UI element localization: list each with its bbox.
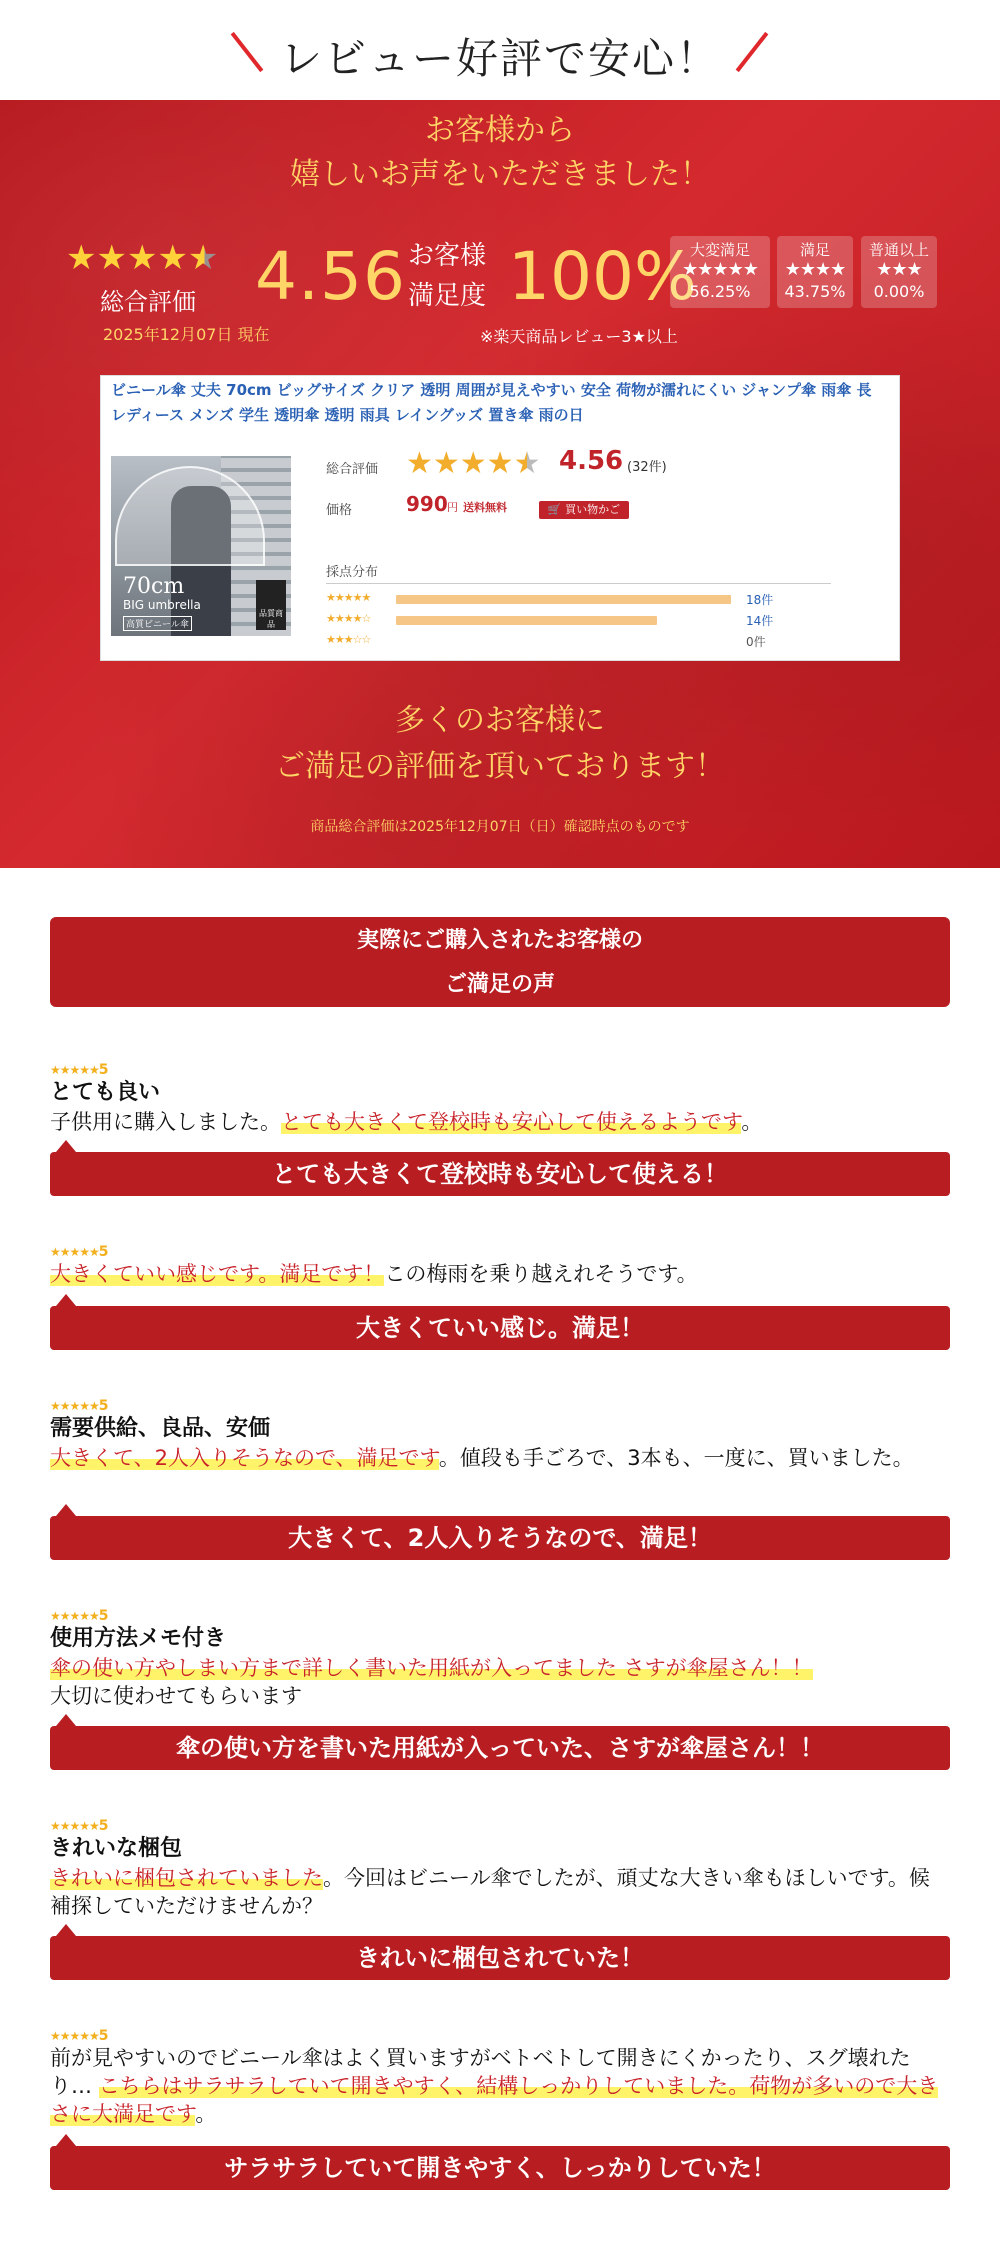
cart-button-label: 買い物かご [565, 503, 621, 516]
review-body [50, 1654, 950, 1710]
badge-label: 満足 [799, 241, 830, 259]
review-highlight: とても大きくて登校時も安心して使えるようです [281, 1110, 742, 1134]
band-headline-1: お客様から [425, 113, 575, 148]
rating-footnote: 商品総合評価は2025年12月07日（日）確認時点のものです [310, 819, 690, 835]
badge-value: 56.25% [689, 282, 751, 301]
review-highlight: きれいに梱包されていました [50, 1866, 323, 1890]
review-stars [50, 1244, 950, 1260]
review-star-icons: ★★★★★ [50, 2029, 99, 2043]
distribution-count: 0件 [746, 635, 766, 649]
review-item [50, 1244, 950, 1342]
cart-icon: 🛒 [547, 503, 562, 516]
badge-value: 43.75% [784, 282, 846, 301]
distribution-row[interactable] [326, 591, 846, 611]
product-title-line-1[interactable]: ビニール傘 丈夫 70cm ビッグサイズ クリア 透明 周囲が見えやすい 安全 荷物が濡れにくい ジャンプ傘 雨傘 長 [111, 381, 872, 399]
review-summary-banner: サラサラしていて開きやすく、しっかりしていた！ [50, 2146, 950, 2190]
review-note: ※楽天商品レビュー3★以上 [480, 327, 678, 346]
review-text: 大切に使わせてもらいます [50, 1684, 302, 1708]
review-star-icons: ★★★★★ [50, 1819, 99, 1833]
section-heading-line-1: 実際にご購入されたお客様の [356, 928, 643, 953]
review-item [50, 1608, 950, 1762]
add-to-cart-button[interactable] [539, 501, 629, 519]
review-count-link[interactable]: (32件) [627, 460, 667, 475]
distribution-row[interactable] [326, 612, 846, 632]
review-text: 前が見やすいのでビニール傘はよく買いますがベトベトして開きにくかったり、スグ壊れたり… [50, 2046, 911, 2098]
rating-summary-band [0, 100, 1000, 868]
review-star-icons: ★★★★★ [50, 1399, 99, 1413]
satisfaction-label-2: 満足度 [408, 281, 487, 311]
review-body [50, 1444, 950, 1472]
free-shipping-label: 送料無料 [463, 501, 507, 514]
distribution-bar [396, 595, 731, 604]
review-item [50, 1062, 950, 1188]
review-item [50, 1398, 950, 1552]
rating-date: 2025年12月07日 現在 [103, 325, 270, 344]
badge-stars: ★★★★ [784, 259, 846, 280]
badge-value: 0.00% [873, 282, 925, 301]
distribution-stars: ★★★★★ [326, 591, 371, 604]
satisfaction-percent: 100% [508, 238, 697, 315]
review-highlight: 大きくて、2人入りそうなので、満足です [50, 1446, 439, 1470]
badge-satisfied [777, 236, 853, 308]
customer-voices-heading [50, 917, 950, 1007]
rating-label: 総合評価 [326, 462, 379, 477]
distribution-count[interactable]: 18件 [746, 593, 774, 607]
review-stars [50, 1608, 950, 1624]
price-label: 価格 [326, 503, 353, 518]
review-summary-banner: きれいに梱包されていた！ [50, 1936, 950, 1980]
review-star-icons: ★★★★★ [50, 1609, 99, 1623]
review-score: 5 [98, 1244, 109, 1260]
badge-stars: ★★★★★ [682, 259, 758, 280]
distribution-stars: ★★★★☆ [326, 612, 371, 625]
review-summary-banner: 大きくて、2人入りそうなので、満足！ [50, 1516, 950, 1560]
closing-headline-1: 多くのお客様に [395, 703, 605, 738]
review-score: 5 [98, 2028, 109, 2044]
review-highlight: こちらはサラサラしていて開きやすく、結構しっかりしていました。荷物が多いので大きさに大満足です [50, 2074, 939, 2126]
review-text: この梅雨を乗り越えれそうです。 [384, 1262, 698, 1286]
review-title: 需要供給、良品、安価 [50, 1416, 271, 1441]
satisfaction-label-1: お客様 [408, 241, 487, 271]
closing-headline-2: ご満足の評価を頂いております！ [275, 749, 725, 784]
image-size-text: 70cm [123, 574, 185, 599]
distribution-title: 採点分布 [326, 565, 379, 580]
review-stars [50, 1818, 950, 1834]
section-heading-line-2: ご満足の声 [444, 972, 555, 997]
review-text: 。 [195, 2102, 217, 2126]
review-star-icons: ★★★★★ [50, 1063, 99, 1077]
review-summary-banner: 大きくていい感じ。満足！ [50, 1306, 950, 1350]
quality-badge: 品質商品 [256, 580, 286, 630]
review-title: とても良い [50, 1080, 161, 1105]
review-highlight: 傘の使い方やしまい方まで詳しく書いた用紙が入ってました さすが傘屋さん！！ [50, 1656, 813, 1680]
product-price: 990 [406, 492, 448, 516]
image-subcaption: 高質ビニール傘 [123, 616, 192, 631]
review-text: 。値段も手ごろで、3本も、一度に、買いました。 [438, 1446, 914, 1470]
image-caption: BIG umbrella [123, 598, 201, 612]
review-score: 5 [98, 1062, 109, 1078]
review-stars [50, 2028, 950, 2044]
badge-very-satisfied [670, 236, 770, 308]
badge-normal-or-above [861, 236, 937, 308]
product-title-line-2[interactable]: レディース メンズ 学生 透明傘 透明 雨具 レイングッズ 置き傘 雨の日 [111, 406, 584, 424]
distribution-count[interactable]: 14件 [746, 614, 774, 628]
review-title: 使用方法メモ付き [50, 1626, 227, 1651]
overall-label: 総合評価 [100, 288, 196, 316]
satisfaction-label [408, 236, 486, 316]
review-text: 子供用に購入しました。 [50, 1110, 281, 1134]
product-star-rating: ★★★★★ [406, 446, 541, 481]
review-stars [50, 1398, 950, 1414]
review-title: きれいな梱包 [50, 1836, 183, 1861]
page-header [0, 0, 1000, 100]
review-body [50, 1260, 950, 1288]
review-summary-banner: とても大きくて登校時も安心して使える！ [50, 1152, 950, 1196]
overall-star-rating: ★★★★★ [66, 238, 219, 278]
review-body [50, 2044, 950, 2128]
page-title: レビュー好評で安心！ [279, 34, 720, 83]
review-star-icons: ★★★★★ [50, 1245, 99, 1259]
product-review-screenshot [100, 375, 900, 661]
review-score: 5 [98, 1608, 109, 1624]
overall-score: 4.56 [255, 238, 406, 315]
distribution-row [326, 633, 846, 653]
review-body [50, 1108, 950, 1136]
distribution-stars: ★★★☆☆ [326, 633, 371, 646]
review-text: 。今回はビニール傘でしたが、頑丈な大きい傘もほしいです。候補探していただけませんか？ [50, 1866, 930, 1918]
badge-label: 大変満足 [689, 241, 750, 259]
product-image[interactable] [111, 456, 291, 636]
review-highlight: 大きくていい感じです。満足です！ [50, 1262, 385, 1286]
product-rating-score: 4.56 [559, 446, 624, 476]
review-score: 5 [98, 1818, 109, 1834]
distribution-bar [396, 616, 657, 625]
review-score: 5 [98, 1398, 109, 1414]
review-text: 。 [741, 1110, 763, 1134]
review-item [50, 1818, 950, 1972]
review-body [50, 1864, 950, 1920]
band-headline-2: 嬉しいお声をいただきました！ [290, 157, 710, 192]
review-item [50, 2028, 950, 2182]
badge-label: 普通以上 [868, 241, 929, 259]
product-title[interactable] [111, 378, 900, 428]
rating-row [0, 230, 1000, 346]
review-stars [50, 1062, 950, 1078]
price-unit: 円 [447, 501, 458, 514]
badge-stars: ★★★ [876, 259, 922, 280]
distribution-divider [326, 583, 831, 584]
review-summary-banner: 傘の使い方を書いた用紙が入っていた、さすが傘屋さん！！ [50, 1726, 950, 1770]
